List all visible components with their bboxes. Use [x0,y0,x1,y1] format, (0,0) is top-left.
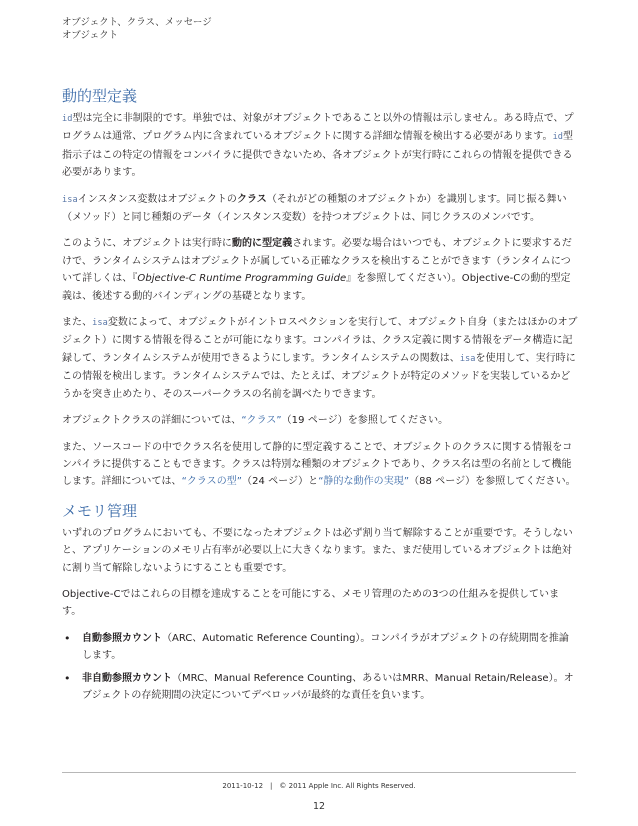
document-title-italic: Objective-C Runtime Programming Guide [137,273,347,285]
section-heading: メモリ管理 [62,501,138,520]
text-run: いずれのプログラムにおいても、不要になったオブジェクトは必ず割り当て解除することが重要です。そうしないと、アプリケーションのメモリ占有率が必要以上に大きくなります。また、まだ使用しているオブジェクトは絶対に割り当て解除しないようにすることも重要です。 [62,527,573,574]
inline-code: isa [92,318,108,329]
text-run: （ARC、Automatic Reference Counting）。コンパイラがオブジェクトの存続期間を推論します。 [82,632,569,662]
body-paragraph [62,525,578,577]
body-paragraph [62,110,578,182]
inline-code: id [62,114,73,124]
cross-reference-link[interactable]: “クラス” [241,415,282,427]
text-run: また、ソースコードの中でクラス名を使用して静的に型定義することで、オブジェクトのクラスに関する情報をコンパイラに提供することもできます。クラスは特別な種類のオブジェクトであり、クラス名は型の名前として機能します。詳細については、 [62,441,573,488]
body-paragraph [62,235,578,305]
text-run: （88 ページ）を参照してください。 [409,476,576,488]
body-paragraph [62,314,578,403]
chapter-title: オブジェクト、クラス、メッセージ [62,17,212,28]
text-run: このように、オブジェクトは実行時に [62,238,232,250]
cross-reference-link[interactable]: “クラスの型” [181,476,243,488]
text-run: （24 ページ）と [242,476,319,488]
section-title: オブジェクト [62,30,119,41]
bold-term: 非自動参照カウント [82,672,172,684]
page-number: 12 [312,801,326,812]
bold-term: クラス [236,193,267,205]
text-run: （MRC、Manual Reference Counting、あるいはMRR、Manual Retain/Release）。オブジェクトの存続期間の決定についてデベロッパが最終的な責任を負います。 [82,672,574,701]
text-run: （それがどの種類のオブジェクトか）を識別します。同じ振る舞い（メソッド）と同じ種類のデータ（インスタンス変数）を持つオブジェクトは、同じクラスのメンバです。 [62,193,567,224]
bullet-item [62,670,578,705]
footer-divider [62,772,576,773]
inline-code: id [552,132,564,143]
bullet-list [62,630,578,705]
text-run: インスタンス変数はオブジェクトの [77,193,237,205]
body-paragraph [62,439,578,491]
body-paragraph [62,191,578,227]
text-run: 変数によって、オブジェクトがイントロスペクションを実行して、オブジェクト自身（またはほかのオブジェクト）に関する情報を得ることが可能になります。コンパイラは、クラス定義に関する情報をデータ構造に記録して、ランタイムシステムが使用できるようにします。ランタイムシステムの関数は、 [62,317,578,364]
bullet-icon: • [64,671,71,685]
inline-code: isa [62,194,78,205]
body-paragraph [62,586,578,621]
text-run: オブジェクトクラスの詳細については、 [62,415,242,427]
bold-term: 動的に型定義 [231,238,293,250]
section-heading: 動的型定義 [62,87,138,105]
footer-copyright: 2011-10-12 | © 2011 Apple Inc. All Rights Reserved. [222,782,416,790]
bullet-icon: • [64,631,71,645]
bold-term: 自動参照カウント [82,632,162,644]
text-run: Objective-Cではこれらの目標を達成することを可能にする、メモリ管理のための3つの仕組みを提供しています。 [62,588,560,618]
text-run: されます。必要な場合はいつでも、オブジェクトに要求するだけで、ランタイムシステムはオブジェクトが属している正確なクラスを検出することができます（ランタイムについて詳しくは、『 [62,238,572,285]
text-run: を使用して、実行時にこの情報を検出します。ランタイムシステムでは、たとえば、オブジェクトが特定のメソッドを実装しているかどうかを突き止めたり、そのスーパークラスの名前を調べたりできます。 [62,352,576,400]
bullet-item [62,630,578,665]
cross-reference-link[interactable]: “静的な動作の実現” [318,476,410,488]
main-content [62,86,578,709]
text-run: 型は完全に非制限的です。単独では、対象がオブジェクトであること以外の情報は示しません。ある時点で、プログラムは通常、プログラム内に含まれているオブジェクトに関する詳細な情報を検出する必要があります。 [62,113,574,143]
inline-code: isa [459,353,476,364]
text-run: 型指示子はこの特定の情報をコンパイラに提供できないため、各オブジェクトが実行時にこれらの情報を提供できる必要があります。 [62,131,574,179]
text-run: （19 ページ）を参照してください。 [281,415,449,427]
text-run: また、 [62,317,93,329]
text-run: 』を参照してください）。Objective-Cの動的型定義は、後述する動的バインディングの基礎となります。 [62,273,571,302]
body-paragraph [62,412,578,429]
running-header [62,16,212,42]
